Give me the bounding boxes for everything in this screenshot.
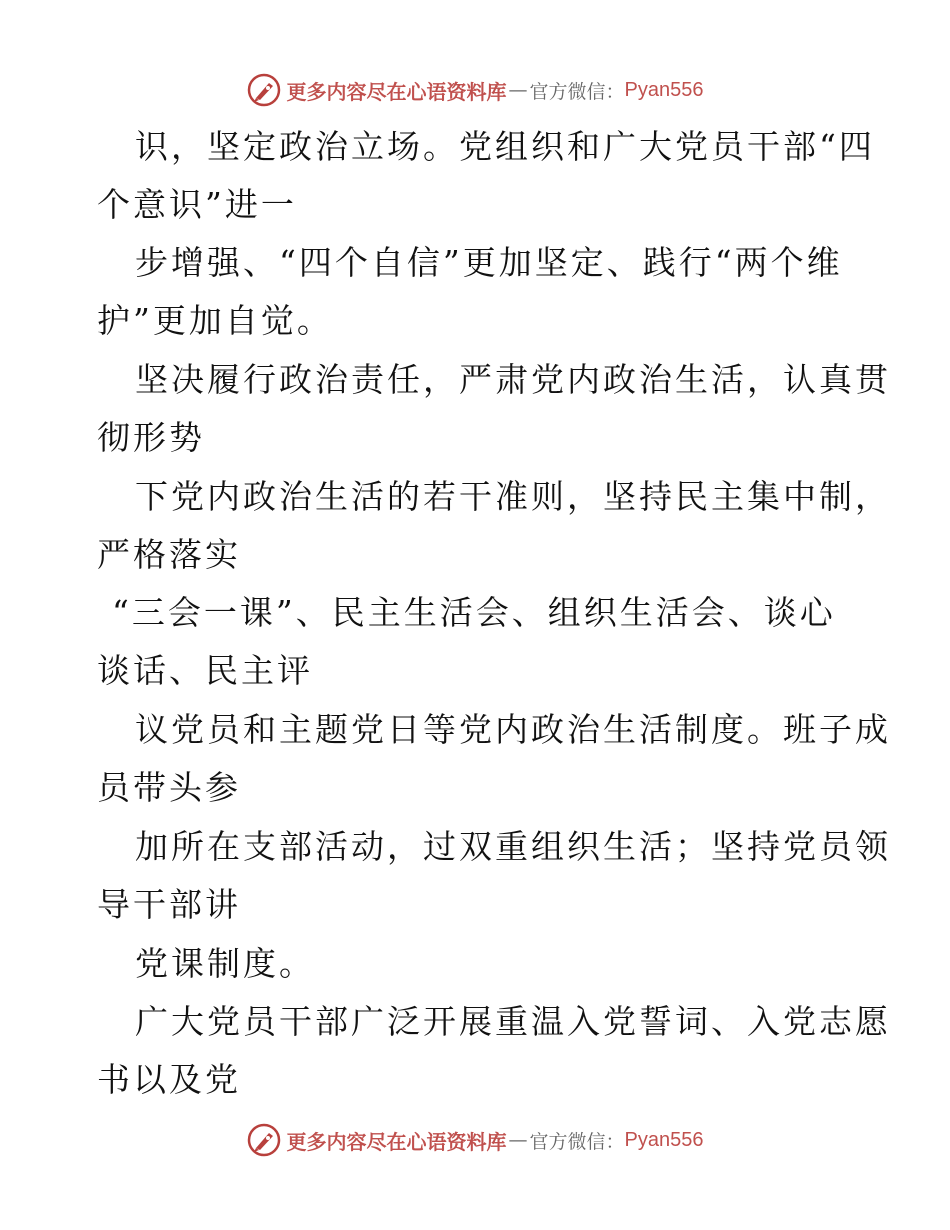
- body-line: 下党内政治生活的若干准则，坚持民主集中制，: [135, 477, 891, 516]
- body-line: 谈话、民主评: [97, 651, 313, 690]
- body-line: 严格落实: [97, 535, 241, 574]
- banner-dash: —: [508, 79, 528, 101]
- pen-logo-icon: [247, 73, 281, 107]
- body-line: 个意识”进一: [97, 185, 297, 224]
- banner-label: 官方微信：: [529, 1130, 625, 1153]
- banner-main-text: 更多内容尽在心语资料库: [286, 79, 507, 104]
- banner-wechat-id: Pyan556: [624, 1128, 704, 1151]
- body-line: 书以及党: [97, 1060, 241, 1099]
- body-line: 党课制度。: [135, 944, 315, 983]
- footer-watermark-banner: [0, 1120, 950, 1160]
- banner-label: 官方微信：: [529, 80, 625, 103]
- banner-main-text: 更多内容尽在心语资料库: [286, 1129, 507, 1154]
- body-line: 员带头参: [97, 768, 241, 807]
- banner-wechat-id: Pyan556: [624, 78, 704, 101]
- body-line: 加所在支部活动，过双重组织生活；坚持党员领: [135, 827, 891, 866]
- body-line: 议党员和主题党日等党内政治生活制度。班子成: [135, 710, 891, 749]
- banner-dash: —: [508, 1129, 528, 1151]
- pen-logo-icon: [247, 1123, 281, 1157]
- header-watermark-banner: [0, 70, 950, 110]
- body-line: 护”更加自觉。: [97, 301, 333, 340]
- body-line: 导干部讲: [97, 885, 241, 924]
- body-line: 识，坚定政治立场。党组织和广大党员干部“四: [135, 127, 875, 166]
- body-line: 坚决履行政治责任，严肃党内政治生活，认真贯: [135, 360, 891, 399]
- body-line: 广大党员干部广泛开展重温入党誓词、入党志愿: [135, 1002, 891, 1041]
- body-line: 步增强、“四个自信”更加坚定、践行“两个维: [135, 243, 843, 282]
- body-line: “三会一课”、民主生活会、组织生活会、谈心: [112, 593, 836, 632]
- body-line: 彻形势: [97, 418, 205, 457]
